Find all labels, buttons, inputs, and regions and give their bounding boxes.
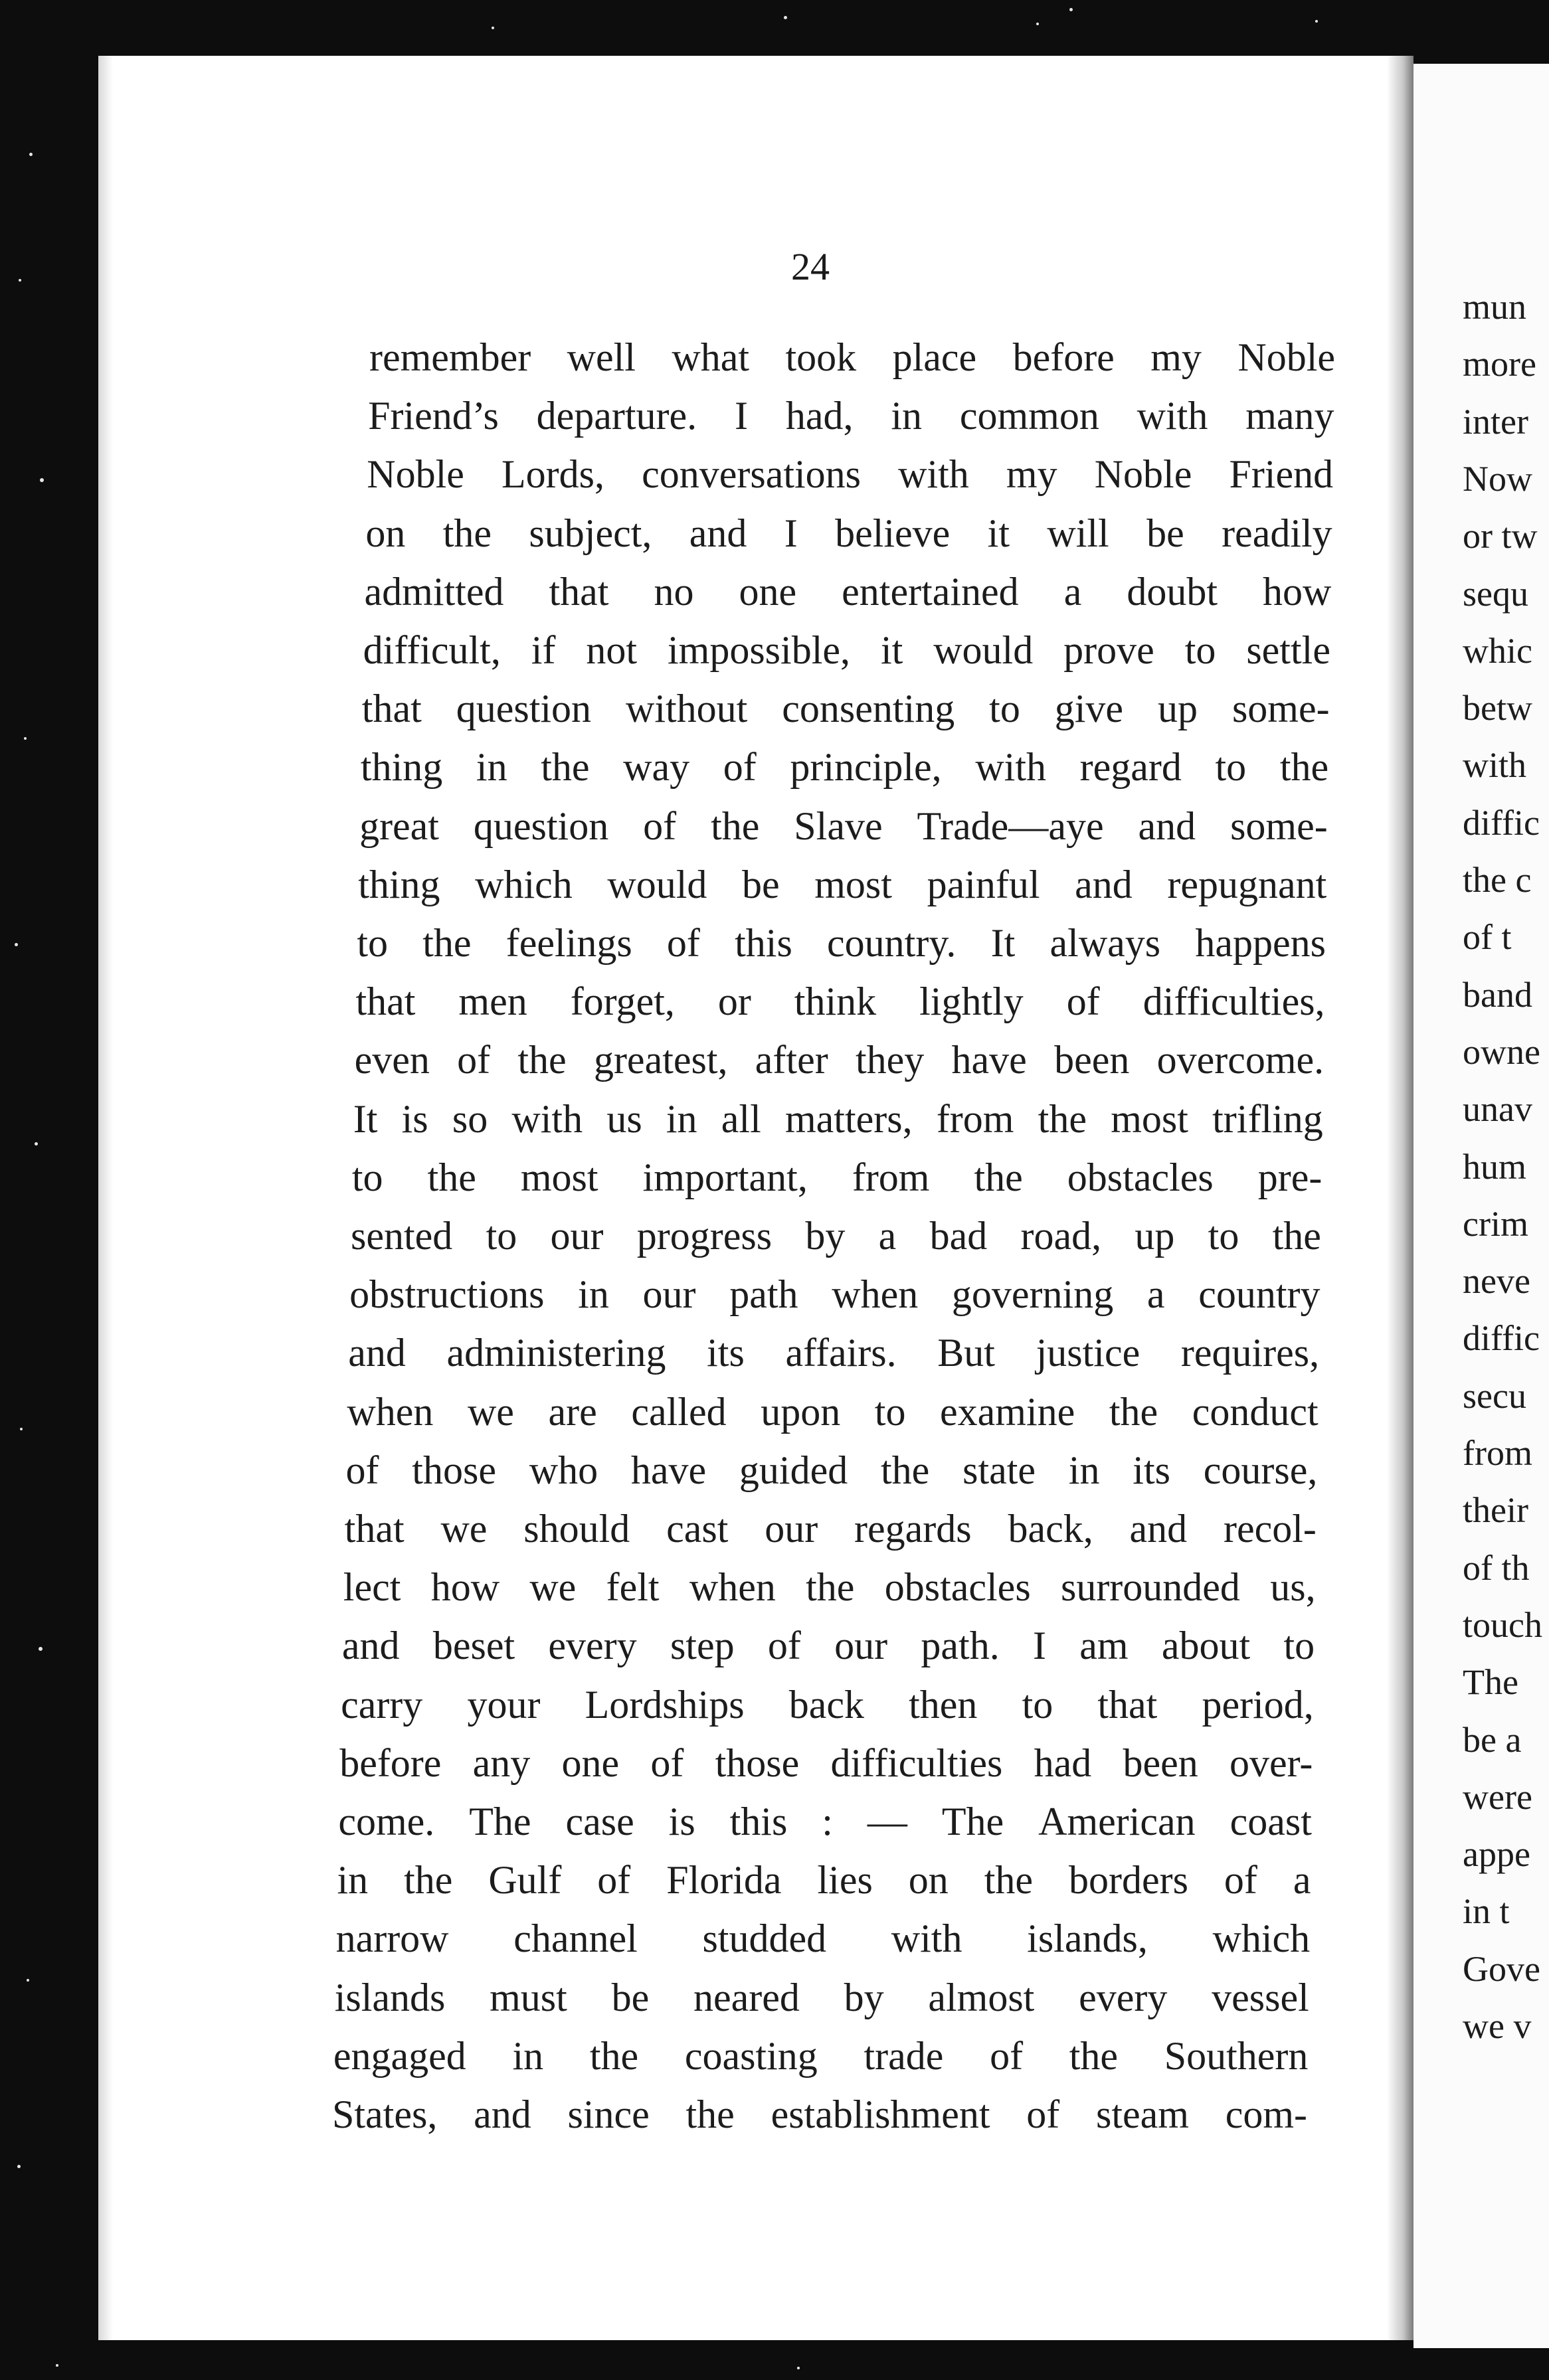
text-line: islands must be neared by almost every vessel [334, 1975, 1309, 2019]
text-line: and beset every step of our path. I am about to [341, 1624, 1315, 1668]
text-line: thing which would be most painful and repugnant [358, 862, 1327, 906]
facing-text-line: neve [1463, 1261, 1530, 1302]
facing-text-line: crim [1463, 1203, 1528, 1244]
page-number: 24 [791, 245, 830, 288]
facing-text-line: be a [1463, 1719, 1522, 1760]
facing-text-line: betw [1463, 688, 1532, 728]
scan-speck [35, 1142, 38, 1146]
text-line: It is so with us in all matters, from the most trifling [353, 1096, 1323, 1141]
text-line: States, and since the establishment of steam com- [332, 2092, 1307, 2136]
scan-speck [1315, 20, 1318, 23]
text-line: to the feelings of this country. It always happens [357, 921, 1326, 965]
text-line: lect how we felt when the obstacles surrounded us, [343, 1565, 1316, 1610]
facing-text-line: more [1463, 344, 1536, 384]
scan-speck [20, 1428, 23, 1430]
facing-text-line: inter [1463, 401, 1528, 442]
scan-speck [39, 1647, 43, 1651]
facing-text-line: diffic [1463, 802, 1540, 843]
facing-text-line: The [1463, 1662, 1518, 1703]
facing-text-line: were [1463, 1776, 1532, 1817]
scan-speck [56, 2364, 58, 2367]
text-line: thing in the way of principle, with regard to the [360, 745, 1329, 790]
text-line: even of the greatest, after they have been overcome. [354, 1038, 1324, 1082]
scan-speck [797, 2367, 800, 2369]
facing-text-line: hum [1463, 1146, 1527, 1187]
facing-text-line: the c [1463, 860, 1532, 900]
text-line: that we should cast our regards back, and recol- [344, 1507, 1317, 1551]
facing-text-line: from [1463, 1433, 1532, 1473]
facing-text-line: owne [1463, 1031, 1540, 1072]
scan-speck [27, 1979, 29, 1982]
gutter-shadow [1387, 56, 1413, 2340]
facing-text-line: or tw [1463, 516, 1538, 556]
text-line: carry your Lordships back then to that period, [341, 1682, 1314, 1727]
facing-text-line: with [1463, 745, 1527, 786]
scan-speck [1036, 23, 1039, 25]
scan-speck [24, 737, 27, 740]
text-line: sented to our progress by a bad road, up to the [351, 1214, 1321, 1258]
facing-text-line: Now [1463, 458, 1532, 499]
text-line: remember well what took place before my Noble [369, 335, 1335, 379]
scan-speck [19, 279, 21, 282]
facing-text-line: diffic [1463, 1318, 1540, 1359]
scan-speck [492, 27, 494, 29]
text-line: Friend’s departure. I had, in common with many [368, 394, 1334, 438]
facing-text-line: secu [1463, 1375, 1526, 1416]
text-line: when we are called upon to examine the conduct [347, 1389, 1319, 1434]
text-line: Noble Lords, conversations with my Noble Friend [367, 452, 1334, 497]
scan-speck [1069, 8, 1073, 11]
facing-text-line: Gove [1463, 1948, 1540, 1989]
text-line: engaged in the coasting trade of the Southern [333, 2033, 1309, 2078]
text-line: narrow channel studded with islands, which [335, 1916, 1311, 1961]
scan-speck [15, 943, 18, 946]
text-line: that question without consenting to give up some- [361, 687, 1330, 731]
facing-text-line: whic [1463, 630, 1532, 671]
text-line: and administering its affairs. But justice requires, [348, 1331, 1320, 1375]
scan-speck [17, 2165, 21, 2168]
facing-text-line: in t [1463, 1891, 1510, 1932]
facing-text-line: their [1463, 1490, 1528, 1531]
page-edge [98, 56, 113, 2340]
text-line: on the subject, and I believe it will be readily [365, 511, 1332, 555]
facing-text-line: appe [1463, 1834, 1530, 1875]
scan-speck [784, 16, 787, 19]
facing-text-line: unav [1463, 1089, 1532, 1130]
text-line: that men forget, or think lightly of difficulties, [355, 979, 1325, 1024]
text-line: obstructions in our path when governing a country [349, 1272, 1321, 1317]
text-line: difficult, if not impossible, it would prove to settle [363, 628, 1330, 672]
facing-text-line: of th [1463, 1547, 1530, 1588]
text-line: great question of the Slave Trade—aye and some- [359, 804, 1328, 848]
facing-text-line: sequ [1463, 573, 1528, 614]
scan-speck [40, 478, 44, 482]
facing-text-line: of t [1463, 917, 1512, 958]
facing-text-line: band [1463, 974, 1532, 1015]
text-line: in the Gulf of Florida lies on the borders of a [337, 1858, 1311, 1903]
facing-text-line: mun [1463, 287, 1527, 327]
facing-text-line: we v [1463, 2006, 1532, 2046]
text-line: of those who have guided the state in its course, [345, 1448, 1318, 1492]
text-line: before any one of those difficulties had been over- [339, 1741, 1313, 1785]
text-line: to the most important, from the obstacles pre- [351, 1155, 1322, 1199]
facing-page-text [1413, 64, 1549, 2348]
scan-speck [29, 153, 33, 156]
facing-text-line: touch [1463, 1604, 1542, 1645]
text-line: come. The case is this : — The American coast [338, 1800, 1312, 1843]
text-line: admitted that no one entertained a doubt how [364, 569, 1332, 614]
